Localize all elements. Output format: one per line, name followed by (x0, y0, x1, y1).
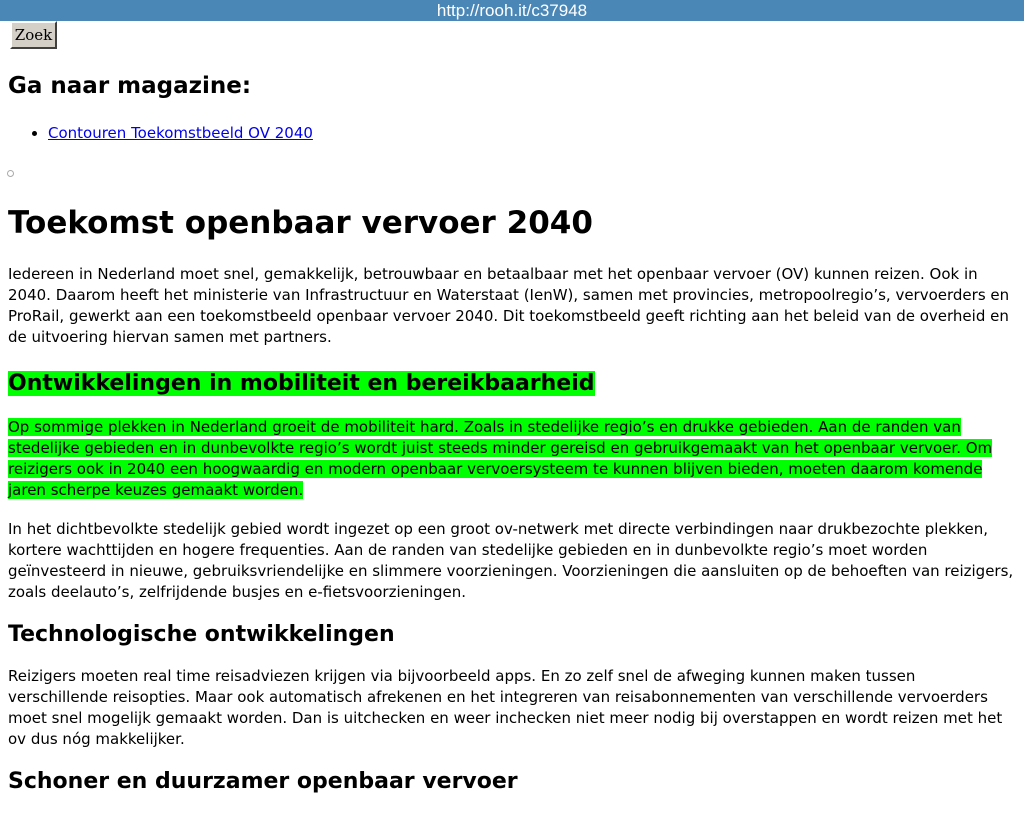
intro-paragraph: Iedereen in Nederland moet snel, gemakkelijk, betrouwbaar en betaalbaar met het openbaar vervoer (OV) kunnen reizen. Ook in 2040. Daarom heeft het ministerie van Infrastructuur en Waterstaat (IenW), samen met provincies, metropoolregio’s, vervoerders en ProRail, gewerkt aan een toekomstbeeld openbaar vervoer 2040. Dit toekomstbeeld geeft richting aan het beleid van de overheid en de uitvoering hiervan samen met partners. (8, 265, 1010, 346)
article-body (8, 264, 1018, 813)
url-bar: http://rooh.it/c37948 (0, 0, 1024, 21)
section-heading: Technologische ontwikkelingen (8, 622, 395, 647)
magazine-heading: Ga naar magazine: (8, 73, 252, 99)
section-paragraph: Reizigers moeten real time reisadviezen krijgen via bijvoorbeeld apps. En zo zelf snel de afweging kunnen maken tussen verschillende reisopties. Maar ook automatisch afrekenen en het integreren van reisabonnementen van verschillende vervoerders moet snel mogelijk gemaakt worden. Dan is uitchecken en weer inchecken niet meer nodig bij overstappen en wordt reizen met het ov dus nóg makkelijker. (8, 667, 1003, 748)
highlighted-paragraph-text: Op sommige plekken in Nederland groeit de mobiliteit hard. Zoals in stedelijke regio’s en drukke gebieden. Aan de randen van stedelijke gebieden en in dunbevolkte regio’s wordt juist steeds minder gereisd en gebruikgemaakt van het openbaar vervoer. Om reizigers ook in 2040 een hoogwaardig en modern openbaar vervoersysteem te kunnen blijven bieden, moeten daarom komende jaren scherpe keuzes gemaakt worden. (8, 418, 993, 499)
section-paragraph: In het dichtbevolkte stedelijk gebied wordt ingezet op een groot ov-netwerk met directe verbindingen naar drukbezochte plekken, kortere wachttijden en hogere frequenties. Aan de randen van stedelijke gebieden en in dunbevolkte regio’s moet worden geïnvesteerd in nieuwe, gebruiksvriendelijke en slimmere voorzieningen. Voorzieningen die aansluiten op de behoeften van reizigers, zoals deelauto’s, zelfrijdende busjes en e-fietsvoorzieningen. (8, 520, 1014, 601)
section-paragraph (8, 417, 1018, 501)
magazine-link[interactable]: Contouren Toekomstbeeld OV 2040 (48, 124, 313, 142)
page-title: Toekomst openbaar vervoer 2040 (8, 205, 593, 241)
list-item (48, 123, 313, 143)
section-heading (8, 368, 1018, 399)
highlighted-heading-text: Ontwikkelingen in mobiliteit en bereikbaarheid (8, 371, 595, 396)
search-button[interactable]: Zoek (10, 21, 57, 49)
empty-list-bullet (7, 170, 14, 177)
section-heading: Schoner en duurzamer openbaar vervoer (8, 769, 518, 794)
magazine-list (8, 123, 313, 143)
